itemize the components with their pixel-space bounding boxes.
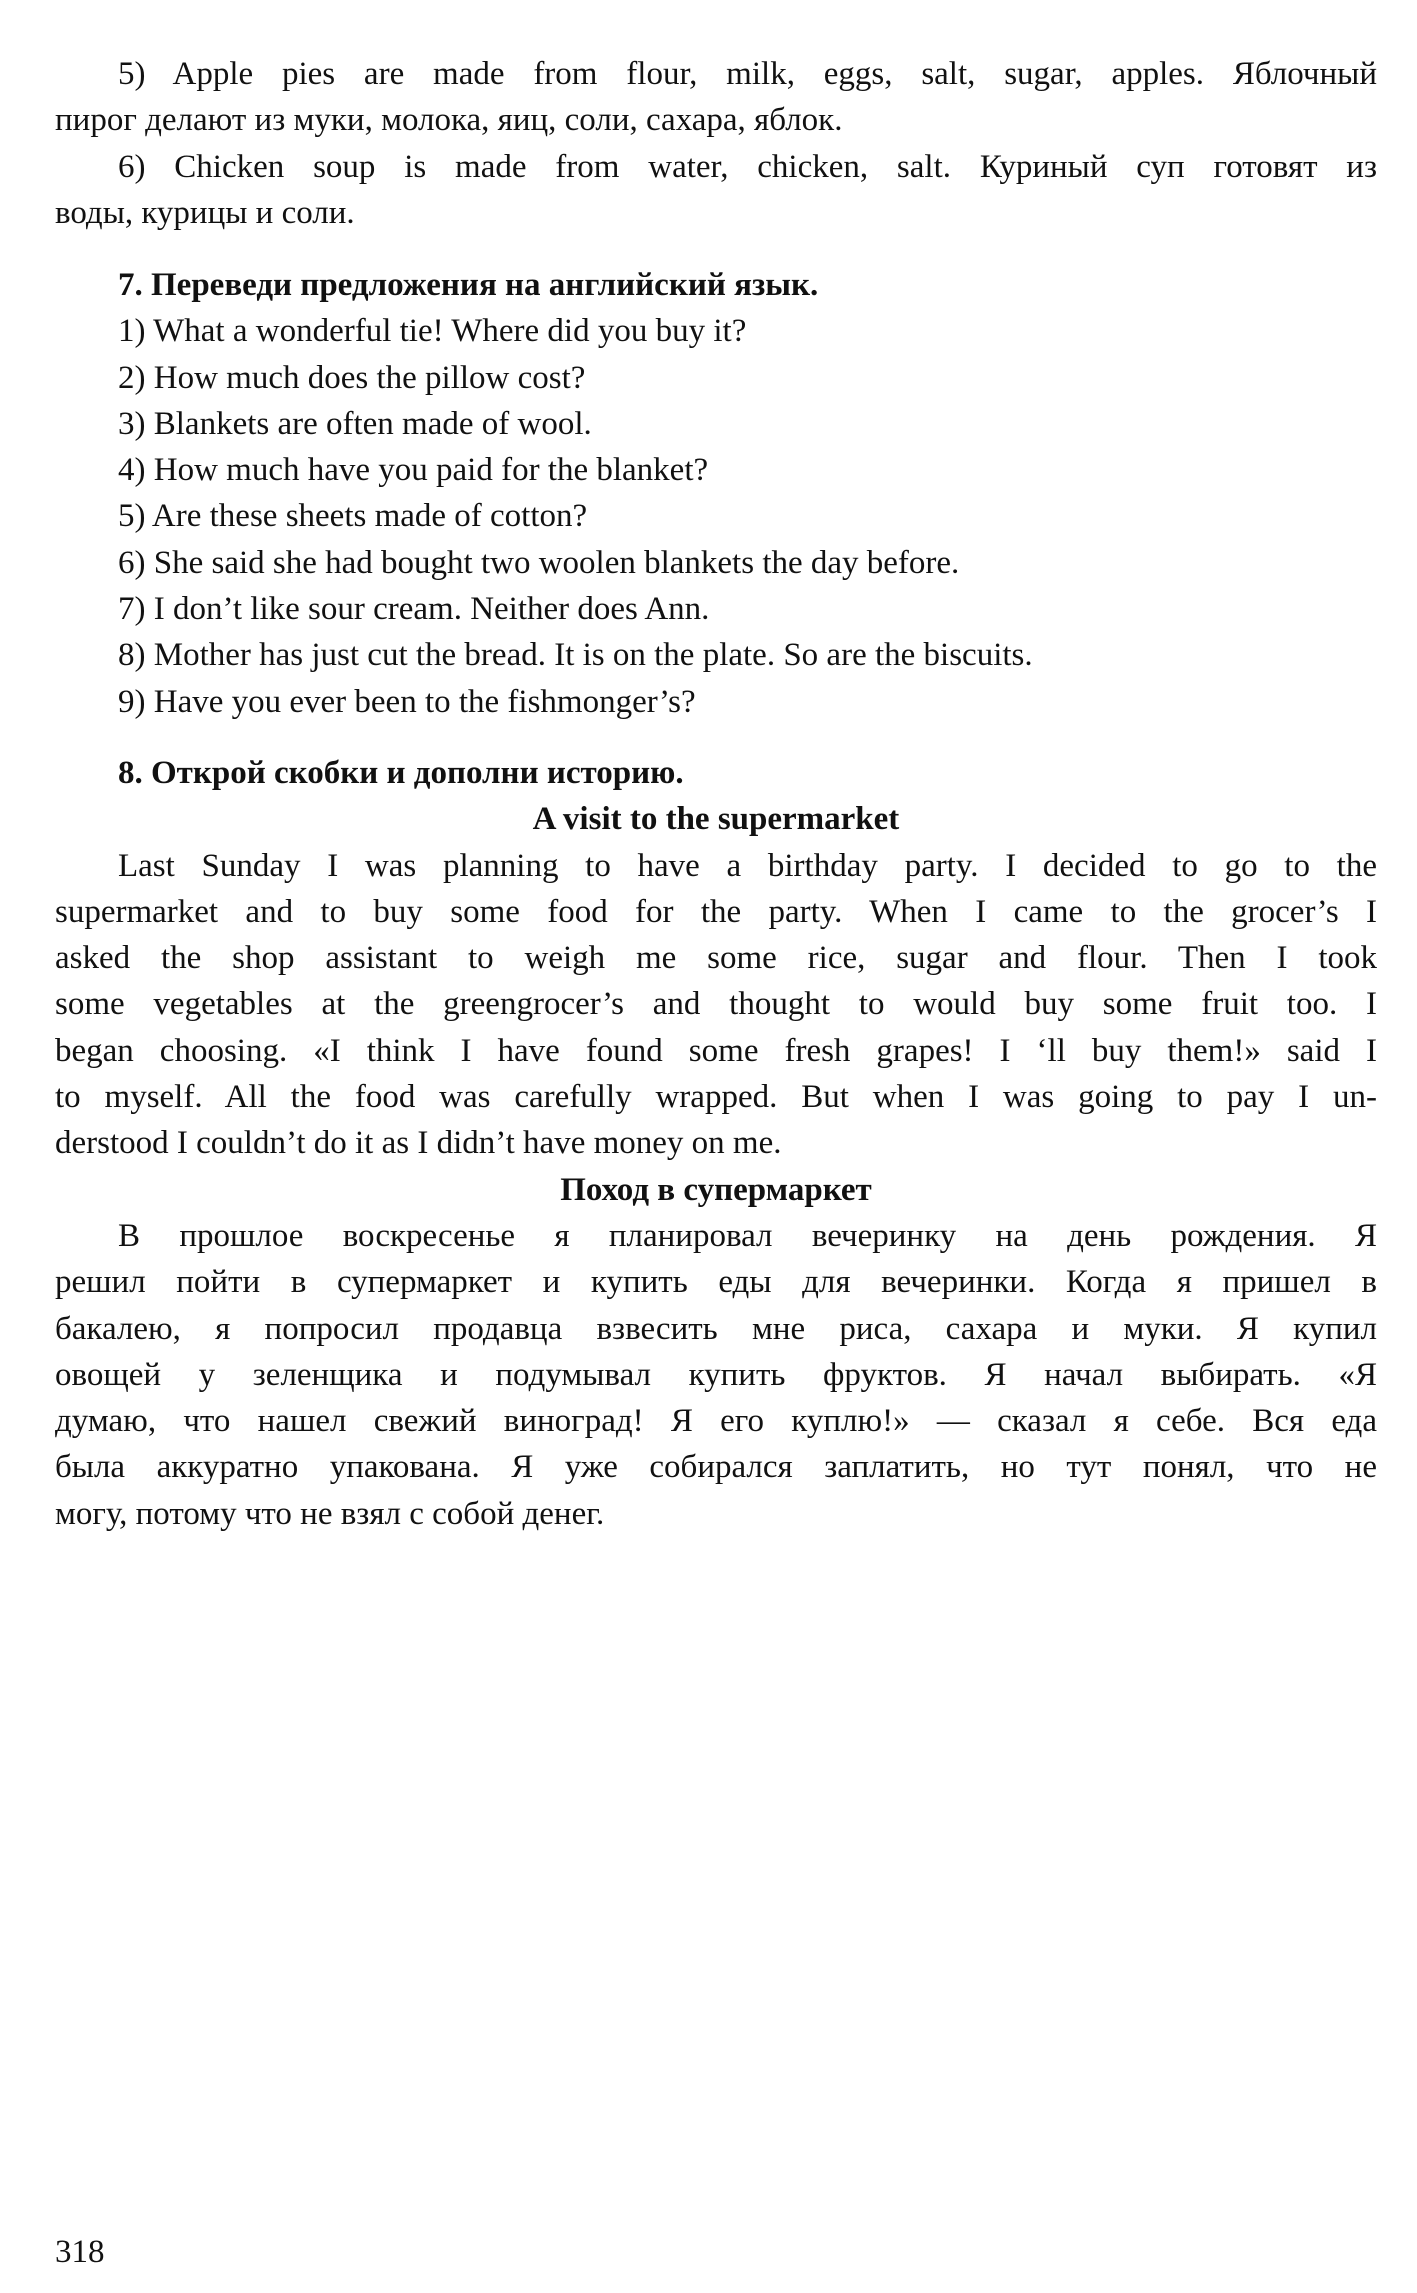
list-item: 6) She said she had bought two woolen blankets the day before.: [118, 544, 960, 581]
text-line: derstood I couldn’t do it as I didn’t have money on me.: [55, 1125, 782, 1162]
text-line: 5) Apple pies are made from flour, milk, eggs, salt, sugar, apples. Яблочный: [118, 56, 1377, 92]
text-line: воды, курицы и соли.: [55, 194, 355, 231]
story-title-ru: Поход в супермаркет: [560, 1171, 872, 1208]
list-item: 5) Are these sheets made of cotton?: [118, 498, 588, 535]
task-8: [55, 750, 1377, 1537]
task-7: [55, 262, 1377, 725]
intro-answers: [55, 51, 1377, 236]
text-line: began choosing. «I think I have found some fresh grapes! I ‘ll buy them!» said I: [55, 1032, 1377, 1069]
task-heading: 8. Открой скобки и дополни историю.: [118, 755, 684, 791]
text-line: asked the shop assistant to weigh me some rice, sugar and flour. Then I took: [55, 940, 1377, 977]
text-line: овощей у зеленщика и подумывал купить фруктов. Я начал выбирать. «Я: [55, 1356, 1377, 1393]
text-line: 6) Chicken soup is made from water, chicken, salt. Куриный суп готовят из: [118, 148, 1377, 185]
text-line: to myself. All the food was carefully wrapped. But when I was going to pay I un-: [55, 1079, 1377, 1116]
text-line: думаю, что нашел свежий виноград! Я его куплю!» — сказал я себе. Вся еда: [55, 1403, 1377, 1440]
text-line: some vegetables at the greengrocer’s and thought to would buy some fruit too. I: [55, 986, 1377, 1023]
list-item: 1) What a wonderful tie! Where did you buy it?: [118, 313, 747, 350]
task-heading: 7. Переведи предложения на английский язык.: [118, 267, 819, 303]
text-line: В прошлое воскресенье я планировал вечеринку на день рождения. Я: [118, 1217, 1377, 1254]
text-line: бакалею, я попросил продавца взвесить мне риса, сахара и муки. Я купил: [55, 1310, 1377, 1347]
text-line: была аккуратно упакована. Я уже собирался заплатить, но тут понял, что не: [55, 1449, 1377, 1486]
text-line: могу, потому что не взял с собой денег.: [55, 1495, 605, 1532]
story-title-en: A visit to the supermarket: [532, 801, 900, 838]
text-line: пирог делают из муки, молока, яиц, соли, сахара, яблок.: [55, 102, 843, 139]
text-line: Last Sunday I was planning to have a birthday party. I decided to go to the: [118, 847, 1377, 884]
text-line: решил пойти в супермаркет и купить еды для вечеринки. Когда я пришел в: [55, 1264, 1377, 1301]
list-item: 3) Blankets are often made of wool.: [118, 405, 592, 442]
list-item: 2) How much does the pillow cost?: [118, 359, 586, 396]
list-item: 7) I don’t like sour cream. Neither does Ann.: [118, 591, 710, 628]
text-line: supermarket and to buy some food for the party. When I came to the grocer’s I: [55, 893, 1377, 930]
list-item: 8) Mother has just cut the bread. It is on the plate. So are the biscuits.: [118, 637, 1033, 674]
list-item: 4) How much have you paid for the blanket?: [118, 452, 709, 489]
list-item: 9) Have you ever been to the fishmonger’s?: [118, 683, 696, 720]
page-number: 318: [55, 2234, 105, 2270]
